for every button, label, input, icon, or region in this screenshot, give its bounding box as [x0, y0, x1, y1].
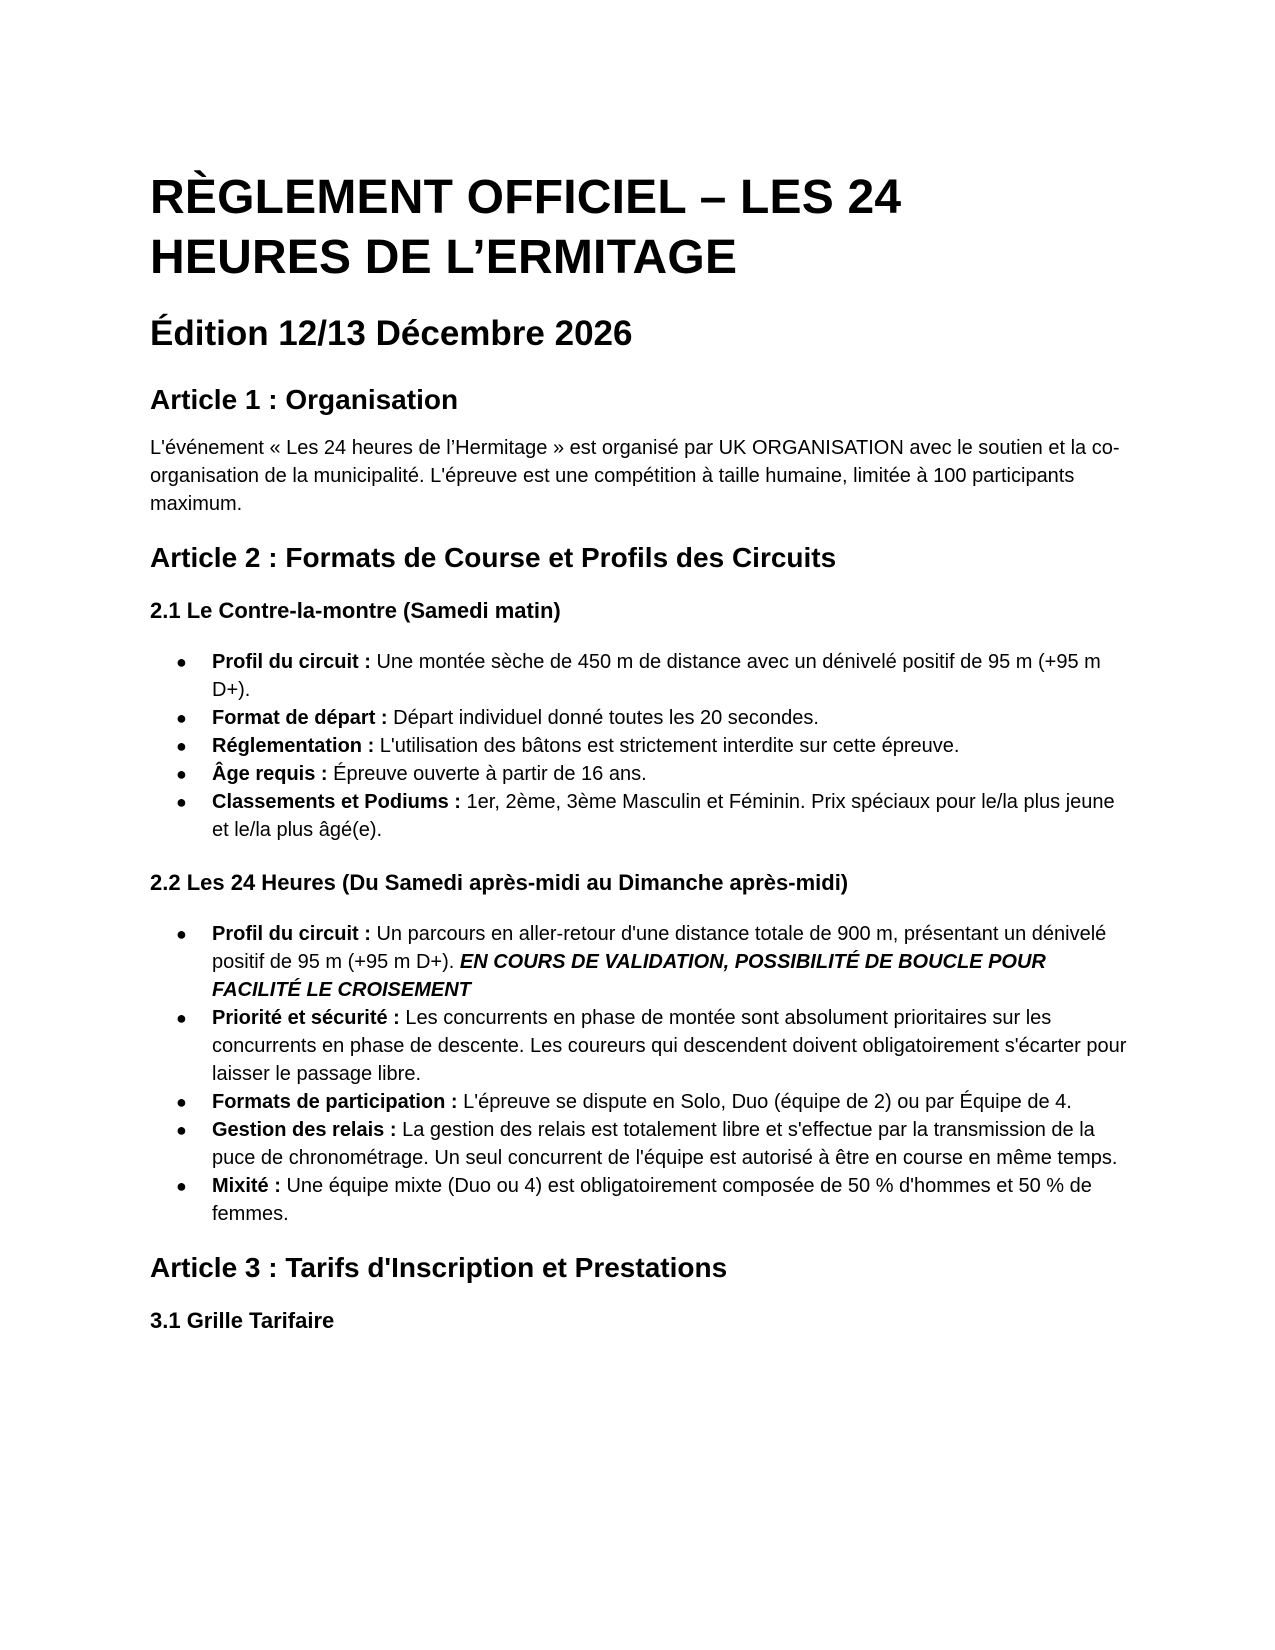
list-item — [150, 1004, 1130, 1088]
bullet-icon: ● — [176, 1008, 187, 1028]
list-item — [150, 920, 1130, 1004]
bullet-icon: ● — [176, 708, 187, 728]
bullet-icon: ● — [176, 1120, 187, 1140]
item-text: Départ individuel donné toutes les 20 secondes. — [387, 707, 819, 729]
item-label: Profil du circuit : — [212, 651, 371, 673]
article-1-heading: Article 1 : Organisation — [150, 384, 459, 415]
list-item — [150, 732, 1130, 760]
item-text: L'utilisation des bâtons est strictement interdite sur cette épreuve. — [374, 735, 960, 757]
item-text: Un parcours en aller-retour d'une distance totale de 900 m, présentant un dénivelé positif de 95 m (+95 m D+). — [212, 923, 1107, 973]
list-item — [150, 648, 1130, 704]
bullet-icon: ● — [176, 792, 187, 812]
item-text: Épreuve ouverte à partir de 16 ans. — [327, 763, 647, 785]
list-item — [150, 704, 1130, 732]
bullet-icon: ● — [176, 652, 187, 672]
list-item — [150, 1088, 1130, 1116]
bullet-icon: ● — [176, 924, 187, 944]
document-page — [150, 168, 1130, 1336]
item-text: 1er, 2ème, 3ème Masculin et Féminin. Prix spéciaux pour le/la plus jeune et le/la plus âgé(e). — [212, 791, 1115, 841]
list-item — [150, 1172, 1130, 1228]
bullet-icon: ● — [176, 736, 187, 756]
section-2-2-heading: 2.2 Les 24 Heures (Du Samedi après-midi au Dimanche après-midi) — [150, 870, 849, 895]
article-1-text: L'événement « Les 24 heures de l’Hermitage » est organisé par UK ORGANISATION avec le soutien et la co-organisation de la municipalité. L'épreuve est une compétition à taille humaine, limitée à 100 participants maximum. — [150, 437, 1120, 515]
item-label: Priorité et sécurité : — [212, 1007, 400, 1029]
section-3-1-heading: 3.1 Grille Tarifaire — [150, 1308, 335, 1333]
list-item — [150, 788, 1130, 844]
item-text: La gestion des relais est totalement libre et s'effectue par la transmission de la puce de chronométrage. Un seul concurrent de l'équipe est autorisé à être en course en même temps. — [212, 1119, 1118, 1169]
item-text: L'épreuve se dispute en Solo, Duo (équipe de 2) ou par Équipe de 4. — [457, 1091, 1072, 1113]
bullet-icon: ● — [176, 1176, 187, 1196]
article-2-heading: Article 2 : Formats de Course et Profils des Circuits — [150, 542, 837, 573]
section-2-1-list — [150, 648, 1130, 844]
item-text: Les concurrents en phase de montée sont absolument prioritaires sur les concurrents en phase de descente. Les coureurs qui descendent doivent obligatoirement s'écarter pour laisser le passage libre. — [212, 1007, 1127, 1085]
item-label: Gestion des relais : — [212, 1119, 397, 1141]
item-text: Une montée sèche de 450 m de distance avec un dénivelé positif de 95 m (+95 m D+). — [212, 651, 1101, 701]
item-label: Mixité : — [212, 1175, 281, 1197]
item-label: Âge requis : — [212, 763, 328, 785]
item-label: Format de départ : — [212, 707, 388, 729]
item-label: Classements et Podiums : — [212, 791, 461, 813]
bullet-icon: ● — [176, 1092, 187, 1112]
document-title — [150, 168, 1130, 288]
bullet-icon: ● — [176, 764, 187, 784]
item-emphasis: EN COURS DE VALIDATION, POSSIBILITÉ DE BOUCLE POUR FACILITÉ LE CROISEMENT — [212, 951, 1046, 1001]
item-text: Une équipe mixte (Duo ou 4) est obligatoirement composée de 50 % d'hommes et 50 % de femmes. — [212, 1175, 1092, 1225]
title-line-1: RÈGLEMENT OFFICIEL – LES 24 — [150, 171, 902, 224]
item-label: Profil du circuit : — [212, 923, 371, 945]
article-3-heading: Article 3 : Tarifs d'Inscription et Prestations — [150, 1252, 728, 1283]
section-2-1-heading: 2.1 Le Contre-la-montre (Samedi matin) — [150, 598, 561, 623]
item-label: Réglementation : — [212, 735, 375, 757]
list-item — [150, 760, 1130, 788]
title-line-2: HEURES DE L’ERMITAGE — [150, 231, 738, 284]
section-2-2-list — [150, 920, 1130, 1228]
item-label: Formats de participation : — [212, 1091, 458, 1113]
edition-heading: Édition 12/13 Décembre 2026 — [150, 314, 633, 353]
list-item — [150, 1116, 1130, 1172]
